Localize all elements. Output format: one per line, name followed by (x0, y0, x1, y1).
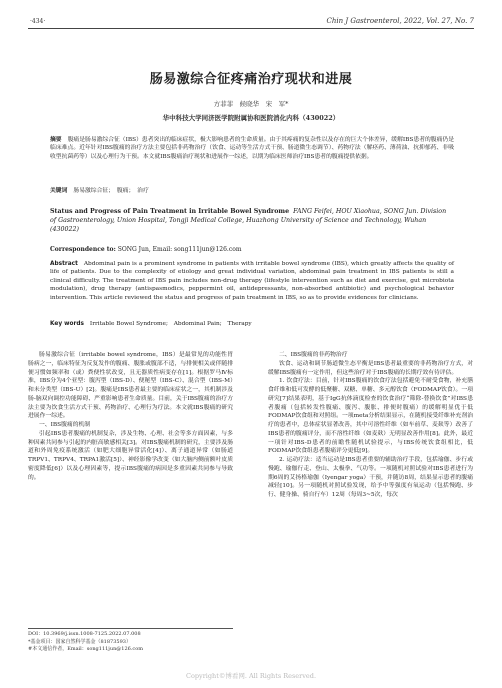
journal-citation: Chin J Gastroenterol, 2022, Vol. 27, No. 7 (326, 17, 474, 25)
keywords-cn (50, 187, 454, 195)
body-left-column (28, 351, 233, 482)
footnote-corresponding: #本文通信作者，Email：song111jun@126.com (28, 646, 143, 652)
diet-paragraph: 1. 饮食疗法：目前，针对IBS腹痛的饮食疗法包括避免不耐受食物，补充膳食纤维和低可发酵的低聚糖、双糖、单糖、多元醇饮食（FODMAP饮食）。一项研究[7]结果表明，基于IgG抗体滴度检查的饮食治疗“筛除-替换饮食”对IBS患者腹痛（包括转发性腹痛、腹泻、腹胀、排便时腹痛）的缓解明显优于低FODMAP饮食组和对照组。一项meta分析结果显示，在随机接受纤维补充剂治疗的患者中，总体症状显著改善，其中可溶性纤维（如车前草、麦麸等）改善了IBS患者的腹痛评分，而不溶性纤维（如麦麸）无明显改善作用[8]。此外，最近一项针对IBS-D患者的前瞻性随机试验提示，与IBS传统饮食组相比，低FODMAP饮食组患者腹痛评分更低[9]。 (268, 378, 473, 455)
mechanism-paragraph: 引起IBS患者腹痛的机制复杂，涉及生物、心理、社会等多方面因素，与多种因素共同参与引起的内脏高敏感相关[3]。对IBS腹痛机制的研究，主要涉及肠道和外周免疫系统激活（如肥大细胞异常活化[4]）、离子通道异常（如肠道TRPV1、TRPV4、TRPA1激活[5]）、神经影像学改变（如大脑内侧前额叶皮质密度降低[6]）以及心理因素等，提示IBS腹痛的病因是多重因素共同参与导致的。 (28, 430, 233, 481)
section-heading-nondrug: 二、IBS腹痛的非药物治疗 (279, 352, 348, 358)
body-right-column (268, 351, 473, 500)
english-title-block (50, 207, 454, 234)
nondrug-paragraph: 饮食、运动和调节肠道微生态平衡是IBS患者最重要的非药物治疗方式，对缓解IBS腹痛有一定作用，但这些治疗对于IBS腹痛的长期疗效有待评估。 (268, 360, 473, 376)
header-rule (28, 28, 474, 29)
author-list: 方菲菲 候晓华 宋 军* (213, 100, 289, 108)
abstract-en-label: Abstract (50, 261, 78, 267)
footnote-doi: DOI：10.3969/j.issn.1008-7125.2022.07.008 (28, 631, 141, 637)
keywords-en-text: Irritable Bowel Syndrome; Abdominal Pain; Therapy (89, 321, 252, 327)
english-authors: FANG Feifei, HOU Xiaohua, SONG Jun. (293, 208, 419, 215)
english-title: Status and Progress of Pain Treatment in Irritable Bowel Syndrome (50, 208, 290, 215)
footnote-rule (28, 628, 233, 629)
intro-paragraph: 肠易激综合征（irritable bowel syndrome，IBS）是最常见的功能性胃肠病之一，临床特征为反复发作的腹痛、腹胀或腹部不适，与排便相关或伴随排便习惯如频率和（或）粪便性状改变，且无器质性病变存在[1]。根据罗马Ⅳ标准，IBS分为4个亚型：腹泻型（IBS-D）、便秘型（IBS-C）、混合型（IBS-M）和未分类型（IBS-U）[2]。腹痛是IBS患者最主要的临床症状之一，其机制涉及肠-脑双向调控功能障碍、严重影响患者生命质量。目前，关于IBS腹痛的治疗方法主要为饮食生活方式干预、药物治疗、心理行为疗法。本文就IBS腹痛的研究进展作一综述。 (28, 352, 233, 420)
abstract-cn (50, 136, 454, 161)
correspondence (50, 246, 454, 253)
affiliation: 华中科技大学同济医学院附属协和医院消化内科（430022） (162, 114, 340, 122)
footnote (28, 631, 233, 654)
abstract-en (50, 260, 454, 302)
section-heading-mechanism: 一、IBS腹痛的机制 (39, 422, 91, 428)
abstract-en-text: Abdominal pain is a prominent syndrome in patients with irritable bowel syndrome (IBS), which greatly affects the quality of life of patients. Due to the complexity of etiology and great individual variation, abdominal pain treatment in IBS patients is still a clinical difficulty. The treatment of IBS pain includes non-drug therapy (lifestyle intervention such as diet and exercise, gut microbiota modulation), drug therapy (antispasmodics, peppermint oil, antidepressants, non-absorbed antibiotic) and psychological behavior intervention. This article reviewed the status and progress of pain treatment in IBS, so as to provide evidences for clinicians. (50, 261, 454, 301)
footnote-fund: *基金项目：国家自然科学基金（81873593） (28, 638, 131, 645)
article-title: 肠易激综合征疼痛治疗现状和进展 (149, 72, 353, 87)
keywords-en-label: Key words (50, 321, 84, 327)
english-affiliation: Division of Gastroenterology, Union Hospital, Tongji Medical College, Huazhong University of Science and Technology, Wuhan (430022) (50, 208, 447, 233)
keywords-en (50, 320, 454, 328)
abstract-cn-text: 腹痛是肠易激综合征（IBS）患者突出的临床症状，极大影响患者的生命质量。由于其疼痛的复杂性以及存在的巨大个体差异，缓解IBS患者的腹痛仍是临床难点。近年针对IBS腹痛的治疗方法主要包括非药物治疗（饮食、运动等生活方式干预、肠道微生态调节）、药物疗法（解痉药、薄荷油、抗抑郁药、非吸收型抗菌药等）以及心理行为干预。本文就IBS腹痛治疗现状和进展作一综述，以期为临床医师治疗IBS患者的腹痛提供依据。 (50, 137, 454, 160)
copyright-watermark: Copyright©博看网. All Rights Reserved. (185, 672, 317, 680)
abstract-cn-label: 摘要 (50, 137, 62, 143)
correspondence-text: SONG Jun, Email: song111jun@126.com (117, 246, 242, 253)
page-number: ·434· (30, 18, 46, 25)
keywords-cn-text: 肠易激综合征； 腹痛； 治疗 (73, 188, 149, 194)
correspondence-label: Correspondence to: (50, 246, 116, 253)
keywords-cn-label: 关键词 (50, 188, 68, 194)
exercise-paragraph: 2. 运动疗法：适当运动是IBS患者重要的辅助治疗手段，包括瑜伽、步行或慢跑、瑜伽行走、登山、太极拳、气功等。一项随机对照试验对IBS患者进行为期6周的艾扬格瑜伽（Iyengar yoga）干预，并随访8周，结果显示患者的腹痛减轻[10]。另一项随机对照试验发现，给予中等强度有氧运动（包括慢跑、步行、健身操、骑自行车）12周（每周3~5次，每次 (268, 457, 473, 498)
